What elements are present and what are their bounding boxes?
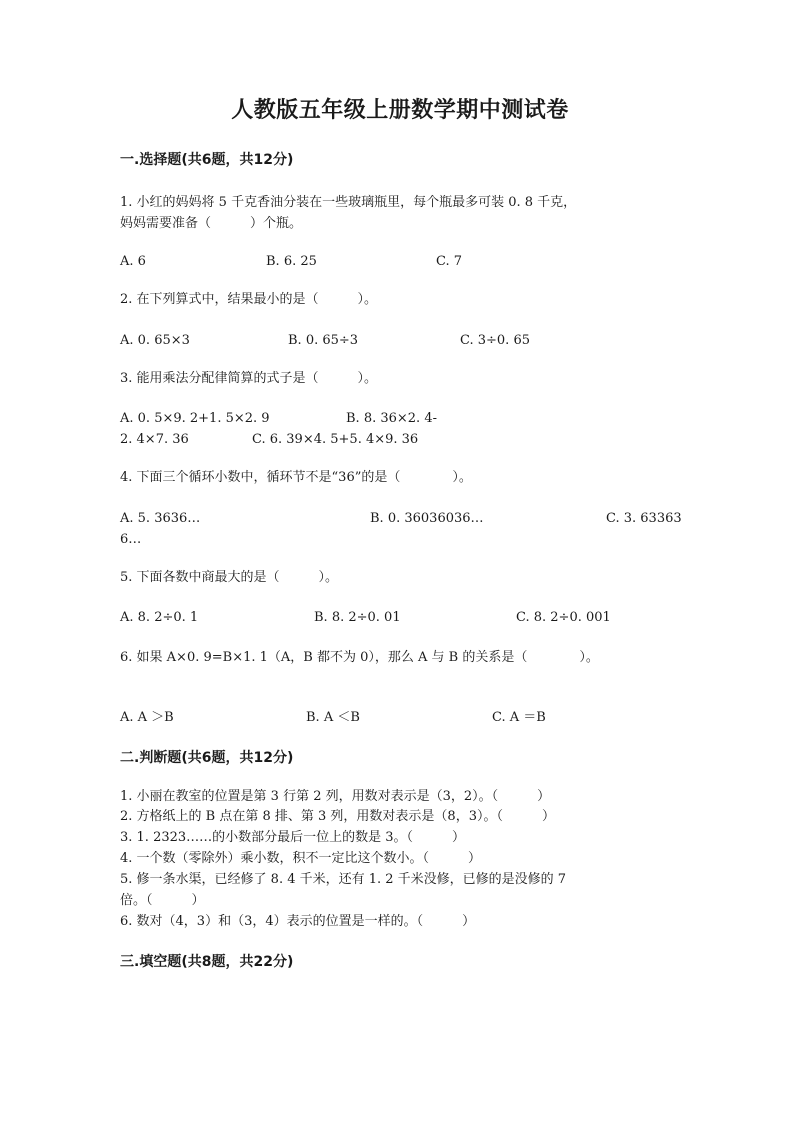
question-4-option-c-continued: 6… — [120, 532, 142, 547]
question-6-option-b: B. A ＜B — [306, 710, 360, 725]
question-5-option-c: C. 8. 2÷0. 001 — [516, 610, 611, 625]
section-heading-fill-blank: 三.填空题(共8题，共22分) — [120, 954, 294, 970]
judgment-item-5-line1: 5. 修一条水渠，已经修了 8. 4 千米，还有 1. 2 千米没修，已修的是没修的 7 — [120, 872, 567, 887]
question-4-option-b: B. 0. 36036036… — [370, 511, 484, 526]
question-3-option-b: B. 8. 36×2. 4- — [346, 411, 437, 426]
question-1-stem-line1: 1. 小红的妈妈将 5 千克香油分装在一些玻璃瓶里，每个瓶最多可装 0. 8 千克， — [120, 195, 577, 210]
question-6-stem: 6. 如果 A×0. 9=B×1. 1（A，B 都不为 0），那么 A 与 B 的关系是（ ）。 — [120, 650, 599, 665]
question-4-stem: 4. 下面三个循环小数中，循环节不是“36”的是（ ）。 — [120, 470, 472, 485]
question-1-option-a: A. 6 — [120, 254, 146, 269]
question-5-option-a: A. 8. 2÷0. 1 — [120, 610, 199, 625]
question-5-stem: 5. 下面各数中商最大的是（ ）。 — [120, 570, 339, 585]
judgment-item-6: 6. 数对（4，3）和（3，4）表示的位置是一样的。（ ） — [120, 914, 476, 929]
question-3-stem: 3. 能用乘法分配律简算的式子是（ ）。 — [120, 371, 378, 386]
question-1-option-b: B. 6. 25 — [266, 254, 317, 269]
question-3-option-b-continued: 2. 4×7. 36 — [120, 432, 189, 447]
question-4-option-c: C. 3. 63363 — [606, 511, 682, 526]
question-3-option-c: C. 6. 39×4. 5+5. 4×9. 36 — [252, 432, 419, 447]
question-1-option-c: C. 7 — [436, 254, 463, 269]
section-heading-choice: 一.选择题(共6题，共12分) — [120, 152, 294, 168]
question-5-option-b: B. 8. 2÷0. 01 — [314, 610, 401, 625]
question-2-option-a: A. 0. 65×3 — [120, 333, 190, 348]
judgment-item-3: 3. 1. 2323……的小数部分最后一位上的数是 3。（ ） — [120, 830, 466, 845]
question-3-option-a: A. 0. 5×9. 2+1. 5×2. 9 — [120, 411, 270, 426]
question-2-option-c: C. 3÷0. 65 — [460, 333, 530, 348]
page-title: 人教版五年级上册数学期中测试卷 — [231, 98, 569, 123]
section-heading-judgment: 二.判断题(共6题，共12分) — [120, 750, 294, 766]
judgment-item-4: 4. 一个数（零除外）乘小数，积不一定比这个数小。（ ） — [120, 851, 482, 866]
question-2-option-b: B. 0. 65÷3 — [288, 333, 359, 348]
judgment-item-5-line2: 倍。（ ） — [120, 893, 205, 908]
question-6-option-c: C. A ＝B — [492, 710, 546, 725]
judgment-item-1: 1. 小丽在教室的位置是第 3 行第 2 列，用数对表示是（3，2）。（ ） — [120, 789, 551, 804]
question-2-stem: 2. 在下列算式中，结果最小的是（ ）。 — [120, 292, 378, 307]
question-6-option-a: A. A ＞B — [120, 710, 174, 725]
judgment-item-2: 2. 方格纸上的 B 点在第 8 排、第 3 列，用数对表示是（8，3）。（ ） — [120, 809, 555, 824]
question-4-option-a: A. 5. 3636… — [120, 511, 201, 526]
question-1-stem-line2: 妈妈需要准备（ ）个瓶。 — [120, 216, 303, 231]
